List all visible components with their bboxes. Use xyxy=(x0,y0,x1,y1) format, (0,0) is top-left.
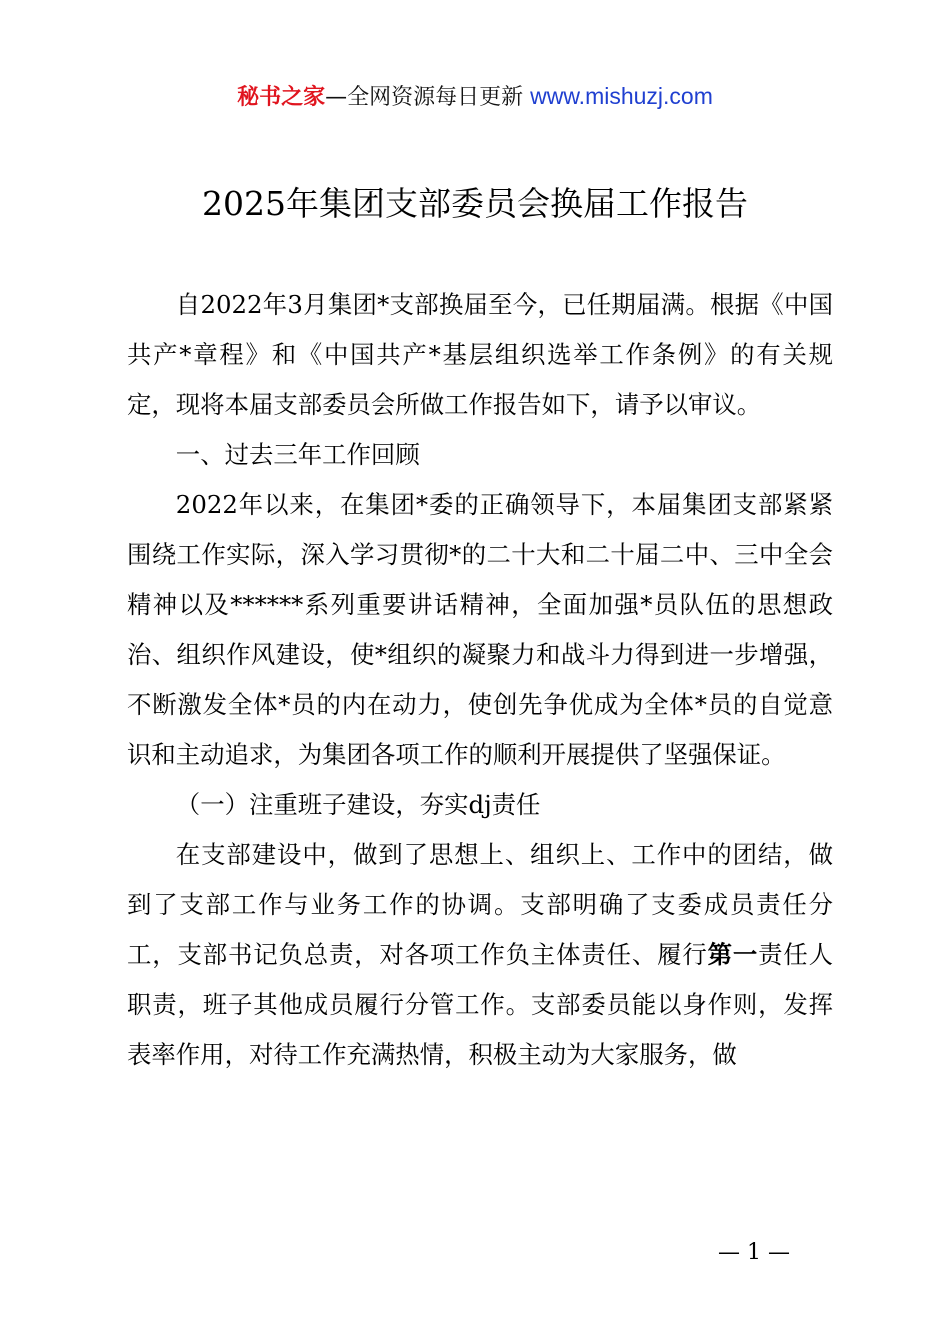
subsection-text-part1: 在支部建设中，做到了思想上、组织上、工作中的团结，做到了支部工作与业务工作的协调。支部明确了支委成员责任分工，支部书记负总责，对各项工作负主体责任、履行 xyxy=(127,840,833,969)
section-heading: 一、过去三年工作回顾 xyxy=(175,440,420,469)
document-body xyxy=(127,280,833,1080)
site-banner xyxy=(0,80,950,114)
banner-tagline: —全网资源每日更新 xyxy=(325,85,524,110)
intro-paragraph: 自2022年3月集团*支部换届至今，已任期届满。根据《中国共产*章程》和《中国共产*基层组织选举工作条例》的有关规定，现将本届支部委员会所做工作报告如下，请予以审议。 xyxy=(127,290,833,419)
section-paragraph: 2022年以来，在集团*委的正确领导下，本届集团支部紧紧围绕工作实际，深入学习贯彻*的二十大和二十届二中、三中全会精神以及******系列重要讲话精神，全面加强*员队伍的思想政治、组织作风建设，使*组织的凝聚力和战斗力得到进一步增强，不断激发全体*员的内在动力，使创先争优成为全体*员的自觉意识和主动追求，为集团各项工作的顺利开展提供了坚强保证。 xyxy=(127,490,833,769)
page-number: — 1 — xyxy=(718,1240,790,1265)
subsection-text-part2: 责任人职责，班子其他成员履行分管工作。支部委员能以身作则，发挥表率作用，对待工作充满热情，积极主动为大家服务，做 xyxy=(127,940,833,1069)
subsection-paragraph xyxy=(127,830,833,1080)
subsection-heading: （一）注重班子建设，夯实dj责任 xyxy=(175,790,541,819)
bold-emphasis: 第一 xyxy=(707,940,759,969)
site-url-link[interactable]: www.mishuzj.com xyxy=(530,83,713,109)
document-title: 2025年集团支部委员会换届工作报告 xyxy=(202,184,748,223)
brand-name: 秘书之家 xyxy=(237,85,326,110)
